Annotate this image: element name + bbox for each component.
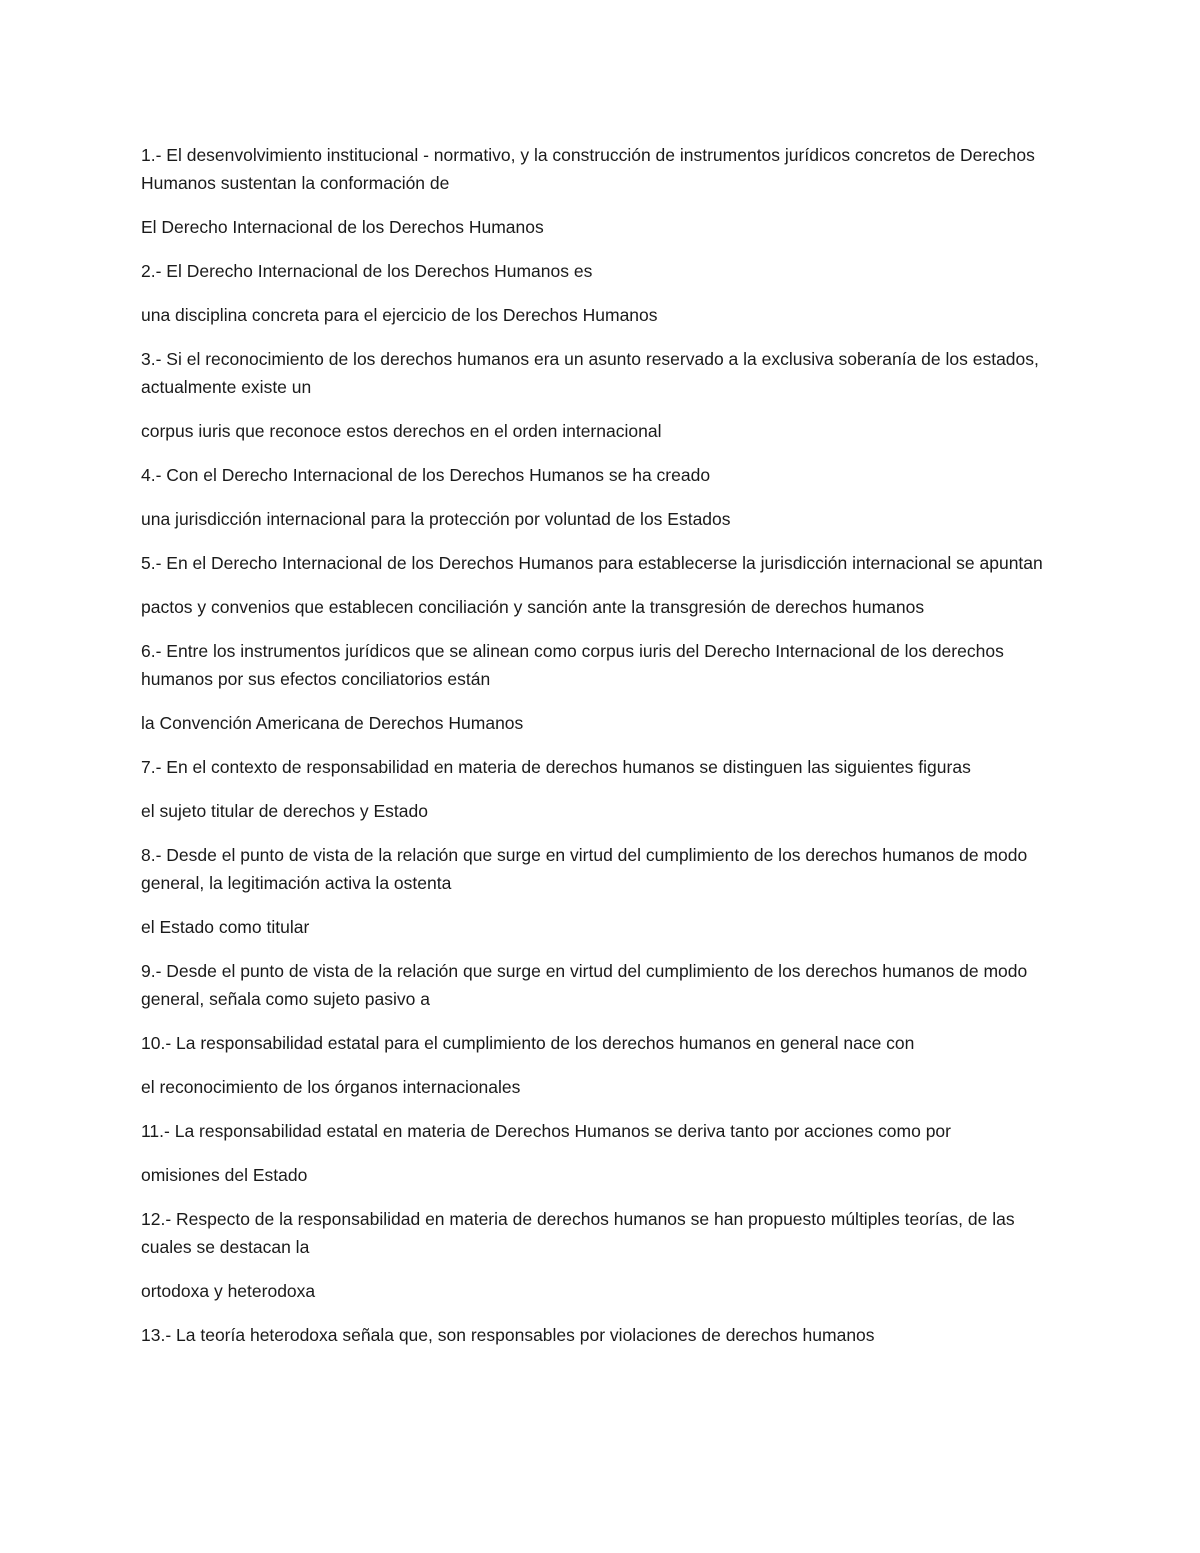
question-8: 8.- Desde el punto de vista de la relación que surge en virtud del cumplimiento de los derechos humanos de modo general, la legitimación activa la ostenta bbox=[141, 845, 1028, 893]
question-4: 4.- Con el Derecho Internacional de los Derechos Humanos se ha creado bbox=[141, 465, 711, 485]
question-3: 3.- Si el reconocimiento de los derechos humanos era un asunto reservado a la exclusiva soberanía de los estados, actualmente existe un bbox=[141, 349, 1039, 397]
document-body bbox=[141, 141, 1066, 1365]
answer-10: el reconocimiento de los órganos internacionales bbox=[141, 1077, 521, 1097]
answer-11: omisiones del Estado bbox=[141, 1165, 308, 1185]
answer-4: una jurisdicción internacional para la protección por voluntad de los Estados bbox=[141, 509, 731, 529]
question-9: 9.- Desde el punto de vista de la relación que surge en virtud del cumplimiento de los derechos humanos de modo general, señala como sujeto pasivo a bbox=[141, 961, 1028, 1009]
question-12: 12.- Respecto de la responsabilidad en materia de derechos humanos se han propuesto múltiples teorías, de las cuales se destacan la bbox=[141, 1209, 1015, 1257]
answer-8: el Estado como titular bbox=[141, 917, 310, 937]
answer-7: el sujeto titular de derechos y Estado bbox=[141, 801, 428, 821]
question-7: 7.- En el contexto de responsabilidad en materia de derechos humanos se distinguen las siguientes figuras bbox=[141, 757, 971, 777]
question-13: 13.- La teoría heterodoxa señala que, son responsables por violaciones de derechos humanos bbox=[141, 1325, 875, 1345]
answer-5: pactos y convenios que establecen conciliación y sanción ante la transgresión de derechos humanos bbox=[141, 597, 925, 617]
question-2: 2.- El Derecho Internacional de los Derechos Humanos es bbox=[141, 261, 593, 281]
question-6: 6.- Entre los instrumentos jurídicos que se alinean como corpus iuris del Derecho Internacional de los derechos humanos por sus efectos conciliatorios están bbox=[141, 641, 1004, 689]
question-11: 11.- La responsabilidad estatal en materia de Derechos Humanos se deriva tanto por acciones como por bbox=[141, 1121, 951, 1141]
question-10: 10.- La responsabilidad estatal para el cumplimiento de los derechos humanos en general nace con bbox=[141, 1033, 915, 1053]
answer-2: una disciplina concreta para el ejercicio de los Derechos Humanos bbox=[141, 305, 658, 325]
answer-12: ortodoxa y heterodoxa bbox=[141, 1281, 316, 1301]
answer-6: la Convención Americana de Derechos Humanos bbox=[141, 713, 524, 733]
question-5: 5.- En el Derecho Internacional de los Derechos Humanos para establecerse la jurisdicción internacional se apuntan bbox=[141, 553, 1043, 573]
answer-1: El Derecho Internacional de los Derechos Humanos bbox=[141, 217, 544, 237]
question-1: 1.- El desenvolvimiento institucional - normativo, y la construcción de instrumentos jurídicos concretos de Derechos Humanos sustentan la conformación de bbox=[141, 145, 1035, 193]
answer-3: corpus iuris que reconoce estos derechos en el orden internacional bbox=[141, 421, 662, 441]
